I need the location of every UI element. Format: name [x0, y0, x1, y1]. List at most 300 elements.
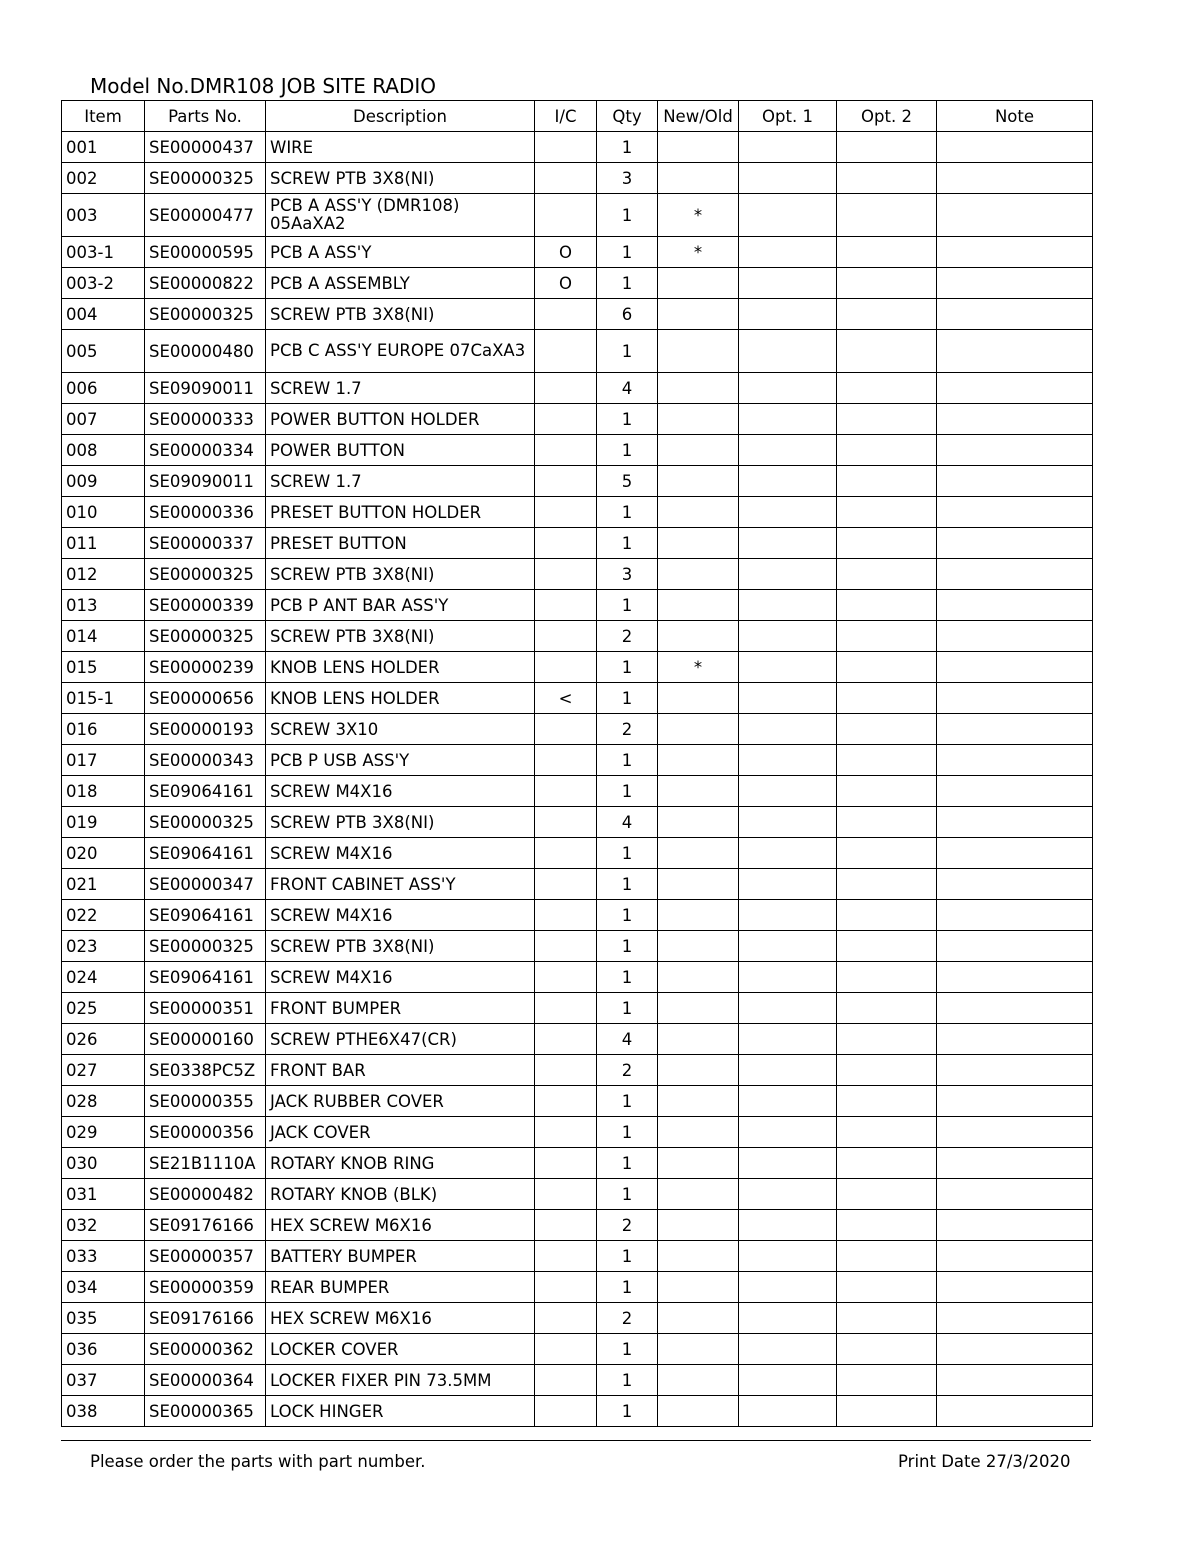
cell-item: 004: [62, 299, 145, 330]
cell-parts-no: SE00000325: [145, 163, 266, 194]
cell-item: 023: [62, 931, 145, 962]
cell-description: FRONT BAR: [266, 1055, 535, 1086]
cell-opt-2: [837, 683, 937, 714]
cell-opt-2: [837, 993, 937, 1024]
cell-qty: 4: [597, 1024, 658, 1055]
cell-qty: 1: [597, 1117, 658, 1148]
cell-ic: [535, 745, 597, 776]
cell-description: SCREW M4X16: [266, 900, 535, 931]
cell-ic: <: [535, 683, 597, 714]
cell-qty: 1: [597, 838, 658, 869]
table-row: [62, 435, 1093, 466]
cell-opt-2: [837, 745, 937, 776]
cell-parts-no: SE00000333: [145, 404, 266, 435]
cell-ic: [535, 163, 597, 194]
cell-qty: 2: [597, 621, 658, 652]
cell-opt-1: [739, 1396, 837, 1427]
cell-parts-no: SE00000325: [145, 621, 266, 652]
cell-ic: [535, 590, 597, 621]
cell-description: SCREW PTHE6X47(CR): [266, 1024, 535, 1055]
cell-qty: 1: [597, 194, 658, 237]
cell-parts-no: SE00000334: [145, 435, 266, 466]
cell-description: BATTERY BUMPER: [266, 1241, 535, 1272]
cell-ic: [535, 1024, 597, 1055]
column-header-new-old: New/Old: [658, 101, 739, 132]
cell-new-old: [658, 776, 739, 807]
page-title: Model No.DMR108 JOB SITE RADIO: [90, 74, 437, 98]
cell-opt-2: [837, 1241, 937, 1272]
cell-description: WIRE: [266, 132, 535, 163]
table-row: [62, 1179, 1093, 1210]
cell-opt-2: [837, 1117, 937, 1148]
cell-opt-1: [739, 931, 837, 962]
table-row: [62, 1303, 1093, 1334]
table-row: [62, 838, 1093, 869]
cell-new-old: [658, 993, 739, 1024]
cell-note: [937, 1179, 1093, 1210]
cell-item: 015-1: [62, 683, 145, 714]
cell-parts-no: SE00000482: [145, 1179, 266, 1210]
cell-ic: [535, 1365, 597, 1396]
cell-parts-no: SE0338PC5Z: [145, 1055, 266, 1086]
cell-qty: 1: [597, 683, 658, 714]
cell-opt-2: [837, 1086, 937, 1117]
table-row: [62, 621, 1093, 652]
cell-parts-no: SE09064161: [145, 900, 266, 931]
cell-note: [937, 714, 1093, 745]
cell-parts-no: SE00000343: [145, 745, 266, 776]
cell-ic: [535, 1055, 597, 1086]
cell-parts-no: SE09176166: [145, 1210, 266, 1241]
cell-new-old: [658, 268, 739, 299]
table-row: [62, 1334, 1093, 1365]
cell-opt-2: [837, 869, 937, 900]
cell-qty: 1: [597, 435, 658, 466]
cell-ic: [535, 404, 597, 435]
table-row: [62, 497, 1093, 528]
cell-opt-2: [837, 1365, 937, 1396]
cell-parts-no: SE00000325: [145, 559, 266, 590]
cell-opt-1: [739, 869, 837, 900]
cell-item: 026: [62, 1024, 145, 1055]
cell-description: HEX SCREW M6X16: [266, 1210, 535, 1241]
cell-opt-1: [739, 373, 837, 404]
cell-opt-2: [837, 1303, 937, 1334]
cell-description: SCREW PTB 3X8(NI): [266, 807, 535, 838]
cell-opt-2: [837, 1179, 937, 1210]
cell-qty: 4: [597, 373, 658, 404]
cell-qty: 1: [597, 776, 658, 807]
cell-ic: [535, 330, 597, 373]
cell-new-old: [658, 1086, 739, 1117]
cell-qty: 2: [597, 1055, 658, 1086]
cell-new-old: [658, 435, 739, 466]
cell-item: 031: [62, 1179, 145, 1210]
cell-opt-1: [739, 683, 837, 714]
cell-qty: 1: [597, 497, 658, 528]
table-row: [62, 714, 1093, 745]
cell-note: [937, 993, 1093, 1024]
cell-item: 006: [62, 373, 145, 404]
cell-note: [937, 869, 1093, 900]
cell-opt-1: [739, 621, 837, 652]
table-row: [62, 869, 1093, 900]
cell-ic: [535, 466, 597, 497]
cell-description: HEX SCREW M6X16: [266, 1303, 535, 1334]
cell-ic: [535, 497, 597, 528]
cell-qty: 1: [597, 1148, 658, 1179]
cell-item: 002: [62, 163, 145, 194]
cell-opt-1: [739, 714, 837, 745]
cell-ic: [535, 652, 597, 683]
cell-new-old: [658, 1024, 739, 1055]
cell-description: LOCKER FIXER PIN 73.5MM: [266, 1365, 535, 1396]
cell-opt-2: [837, 528, 937, 559]
cell-ic: [535, 776, 597, 807]
cell-new-old: [658, 714, 739, 745]
cell-opt-1: [739, 993, 837, 1024]
cell-opt-1: [739, 268, 837, 299]
cell-parts-no: SE00000364: [145, 1365, 266, 1396]
cell-opt-2: [837, 237, 937, 268]
cell-parts-no: SE00000351: [145, 993, 266, 1024]
cell-opt-1: [739, 194, 837, 237]
cell-description: FRONT CABINET ASS'Y: [266, 869, 535, 900]
cell-parts-no: SE00000355: [145, 1086, 266, 1117]
cell-new-old: *: [658, 237, 739, 268]
cell-qty: 2: [597, 1210, 658, 1241]
cell-new-old: [658, 299, 739, 330]
cell-note: [937, 435, 1093, 466]
cell-item: 021: [62, 869, 145, 900]
cell-parts-no: SE00000193: [145, 714, 266, 745]
cell-opt-1: [739, 962, 837, 993]
cell-opt-2: [837, 714, 937, 745]
cell-opt-2: [837, 807, 937, 838]
cell-note: [937, 590, 1093, 621]
cell-opt-1: [739, 900, 837, 931]
cell-ic: O: [535, 237, 597, 268]
cell-new-old: [658, 931, 739, 962]
cell-new-old: [658, 745, 739, 776]
table-row: [62, 528, 1093, 559]
cell-ic: [535, 1210, 597, 1241]
cell-note: [937, 404, 1093, 435]
cell-new-old: [658, 900, 739, 931]
cell-opt-1: [739, 497, 837, 528]
cell-item: 038: [62, 1396, 145, 1427]
cell-opt-1: [739, 1148, 837, 1179]
cell-note: [937, 330, 1093, 373]
table-row: [62, 900, 1093, 931]
cell-description: PRESET BUTTON: [266, 528, 535, 559]
cell-description: ROTARY KNOB (BLK): [266, 1179, 535, 1210]
cell-opt-2: [837, 1334, 937, 1365]
cell-description: SCREW 3X10: [266, 714, 535, 745]
cell-note: [937, 838, 1093, 869]
cell-ic: [535, 528, 597, 559]
cell-opt-1: [739, 1334, 837, 1365]
cell-new-old: [658, 807, 739, 838]
cell-description: SCREW M4X16: [266, 962, 535, 993]
cell-item: 016: [62, 714, 145, 745]
cell-item: 009: [62, 466, 145, 497]
cell-description: PCB P USB ASS'Y: [266, 745, 535, 776]
table-row: [62, 1086, 1093, 1117]
cell-description: LOCKER COVER: [266, 1334, 535, 1365]
table-row: [62, 299, 1093, 330]
cell-qty: 1: [597, 900, 658, 931]
cell-item: 034: [62, 1272, 145, 1303]
cell-qty: 3: [597, 163, 658, 194]
cell-opt-2: [837, 163, 937, 194]
cell-note: [937, 1365, 1093, 1396]
cell-note: [937, 1117, 1093, 1148]
cell-qty: 1: [597, 869, 658, 900]
cell-opt-2: [837, 1148, 937, 1179]
cell-opt-2: [837, 299, 937, 330]
cell-opt-2: [837, 962, 937, 993]
cell-parts-no: SE09064161: [145, 962, 266, 993]
cell-parts-no: SE09090011: [145, 373, 266, 404]
cell-note: [937, 1396, 1093, 1427]
cell-note: [937, 237, 1093, 268]
table-row: [62, 404, 1093, 435]
cell-parts-no: SE00000356: [145, 1117, 266, 1148]
cell-opt-1: [739, 1303, 837, 1334]
cell-opt-1: [739, 1055, 837, 1086]
cell-parts-no: SE00000325: [145, 299, 266, 330]
cell-qty: 1: [597, 652, 658, 683]
cell-description: SCREW PTB 3X8(NI): [266, 931, 535, 962]
cell-note: [937, 1334, 1093, 1365]
table-row: [62, 1365, 1093, 1396]
cell-description: JACK RUBBER COVER: [266, 1086, 535, 1117]
cell-parts-no: SE00000656: [145, 683, 266, 714]
cell-new-old: [658, 132, 739, 163]
cell-description: LOCK HINGER: [266, 1396, 535, 1427]
cell-description: REAR BUMPER: [266, 1272, 535, 1303]
cell-opt-2: [837, 559, 937, 590]
cell-opt-2: [837, 497, 937, 528]
column-header-note: Note: [937, 101, 1093, 132]
cell-note: [937, 807, 1093, 838]
cell-parts-no: SE00000595: [145, 237, 266, 268]
cell-opt-2: [837, 194, 937, 237]
cell-qty: 4: [597, 807, 658, 838]
cell-description: SCREW PTB 3X8(NI): [266, 621, 535, 652]
table-row: [62, 330, 1093, 373]
cell-parts-no: SE00000437: [145, 132, 266, 163]
cell-qty: 1: [597, 1241, 658, 1272]
cell-description: JACK COVER: [266, 1117, 535, 1148]
cell-item: 008: [62, 435, 145, 466]
table-row: [62, 1272, 1093, 1303]
cell-parts-no: SE00000325: [145, 931, 266, 962]
cell-qty: 1: [597, 404, 658, 435]
cell-ic: [535, 714, 597, 745]
cell-opt-2: [837, 1210, 937, 1241]
cell-opt-1: [739, 1117, 837, 1148]
cell-note: [937, 621, 1093, 652]
cell-parts-no: SE09064161: [145, 838, 266, 869]
cell-opt-2: [837, 776, 937, 807]
cell-opt-2: [837, 838, 937, 869]
cell-description: SCREW PTB 3X8(NI): [266, 559, 535, 590]
column-header-opt-1: Opt. 1: [739, 101, 837, 132]
cell-ic: [535, 559, 597, 590]
cell-parts-no: SE00000339: [145, 590, 266, 621]
cell-opt-1: [739, 1272, 837, 1303]
cell-new-old: [658, 404, 739, 435]
cell-note: [937, 745, 1093, 776]
table-row: [62, 163, 1093, 194]
cell-new-old: [658, 466, 739, 497]
cell-new-old: [658, 497, 739, 528]
cell-qty: 1: [597, 1086, 658, 1117]
cell-note: [937, 900, 1093, 931]
cell-qty: 1: [597, 962, 658, 993]
cell-parts-no: SE00000357: [145, 1241, 266, 1272]
cell-opt-2: [837, 1396, 937, 1427]
cell-new-old: [658, 1272, 739, 1303]
cell-opt-1: [739, 652, 837, 683]
cell-new-old: [658, 1241, 739, 1272]
cell-ic: [535, 1396, 597, 1427]
cell-ic: [535, 962, 597, 993]
footer-order-note: Please order the parts with part number.: [90, 1452, 426, 1471]
cell-item: 037: [62, 1365, 145, 1396]
cell-new-old: [658, 330, 739, 373]
cell-note: [937, 683, 1093, 714]
cell-qty: 5: [597, 466, 658, 497]
cell-item: 019: [62, 807, 145, 838]
cell-parts-no: SE00000362: [145, 1334, 266, 1365]
table-row: [62, 1241, 1093, 1272]
cell-opt-1: [739, 559, 837, 590]
cell-item: 014: [62, 621, 145, 652]
cell-description: KNOB LENS HOLDER: [266, 652, 535, 683]
cell-note: [937, 559, 1093, 590]
cell-description: PCB A ASS'Y (DMR108) 05AaXA2: [266, 194, 535, 237]
cell-item: 022: [62, 900, 145, 931]
cell-note: [937, 1086, 1093, 1117]
cell-note: [937, 962, 1093, 993]
cell-qty: 1: [597, 745, 658, 776]
cell-description: SCREW M4X16: [266, 838, 535, 869]
cell-new-old: [658, 1055, 739, 1086]
cell-description: PCB P ANT BAR ASS'Y: [266, 590, 535, 621]
cell-new-old: [658, 590, 739, 621]
cell-item: 030: [62, 1148, 145, 1179]
cell-opt-1: [739, 1024, 837, 1055]
table-row: [62, 1117, 1093, 1148]
cell-item: 013: [62, 590, 145, 621]
cell-note: [937, 1210, 1093, 1241]
cell-description: ROTARY KNOB RING: [266, 1148, 535, 1179]
cell-ic: [535, 373, 597, 404]
cell-item: 005: [62, 330, 145, 373]
cell-parts-no: SE00000160: [145, 1024, 266, 1055]
cell-opt-1: [739, 299, 837, 330]
cell-opt-1: [739, 1179, 837, 1210]
cell-note: [937, 1148, 1093, 1179]
cell-parts-no: SE00000336: [145, 497, 266, 528]
cell-qty: 1: [597, 132, 658, 163]
cell-description: SCREW PTB 3X8(NI): [266, 163, 535, 194]
column-header-ic: I/C: [535, 101, 597, 132]
cell-opt-2: [837, 373, 937, 404]
cell-opt-1: [739, 590, 837, 621]
cell-opt-1: [739, 1365, 837, 1396]
cell-note: [937, 931, 1093, 962]
cell-qty: 1: [597, 1365, 658, 1396]
cell-new-old: [658, 1365, 739, 1396]
table-row: [62, 962, 1093, 993]
cell-parts-no: SE00000325: [145, 807, 266, 838]
cell-opt-1: [739, 1210, 837, 1241]
cell-parts-no: SE00000480: [145, 330, 266, 373]
cell-qty: 1: [597, 993, 658, 1024]
cell-new-old: [658, 559, 739, 590]
cell-item: 018: [62, 776, 145, 807]
cell-qty: 1: [597, 237, 658, 268]
cell-qty: 1: [597, 590, 658, 621]
cell-item: 007: [62, 404, 145, 435]
cell-opt-2: [837, 132, 937, 163]
cell-new-old: [658, 1210, 739, 1241]
cell-new-old: [658, 1117, 739, 1148]
cell-item: 020: [62, 838, 145, 869]
cell-ic: [535, 621, 597, 652]
cell-parts-no: SE00000365: [145, 1396, 266, 1427]
cell-new-old: [658, 621, 739, 652]
cell-opt-1: [739, 435, 837, 466]
cell-note: [937, 497, 1093, 528]
cell-opt-2: [837, 900, 937, 931]
cell-new-old: [658, 869, 739, 900]
cell-opt-2: [837, 652, 937, 683]
cell-ic: [535, 1179, 597, 1210]
table-row: [62, 237, 1093, 268]
cell-ic: O: [535, 268, 597, 299]
cell-opt-1: [739, 404, 837, 435]
table-row: [62, 268, 1093, 299]
cell-note: [937, 1024, 1093, 1055]
cell-new-old: [658, 1334, 739, 1365]
table-row: [62, 373, 1093, 404]
cell-opt-2: [837, 330, 937, 373]
cell-new-old: [658, 528, 739, 559]
cell-description: POWER BUTTON: [266, 435, 535, 466]
cell-opt-1: [739, 132, 837, 163]
cell-ic: [535, 1272, 597, 1303]
cell-ic: [535, 993, 597, 1024]
cell-opt-1: [739, 466, 837, 497]
cell-ic: [535, 194, 597, 237]
table-row: [62, 1055, 1093, 1086]
cell-ic: [535, 900, 597, 931]
cell-note: [937, 1241, 1093, 1272]
cell-qty: 1: [597, 1396, 658, 1427]
cell-new-old: [658, 1396, 739, 1427]
table-row: [62, 194, 1093, 237]
cell-parts-no: SE00000822: [145, 268, 266, 299]
cell-note: [937, 466, 1093, 497]
cell-item: 028: [62, 1086, 145, 1117]
cell-new-old: [658, 683, 739, 714]
cell-new-old: [658, 1148, 739, 1179]
